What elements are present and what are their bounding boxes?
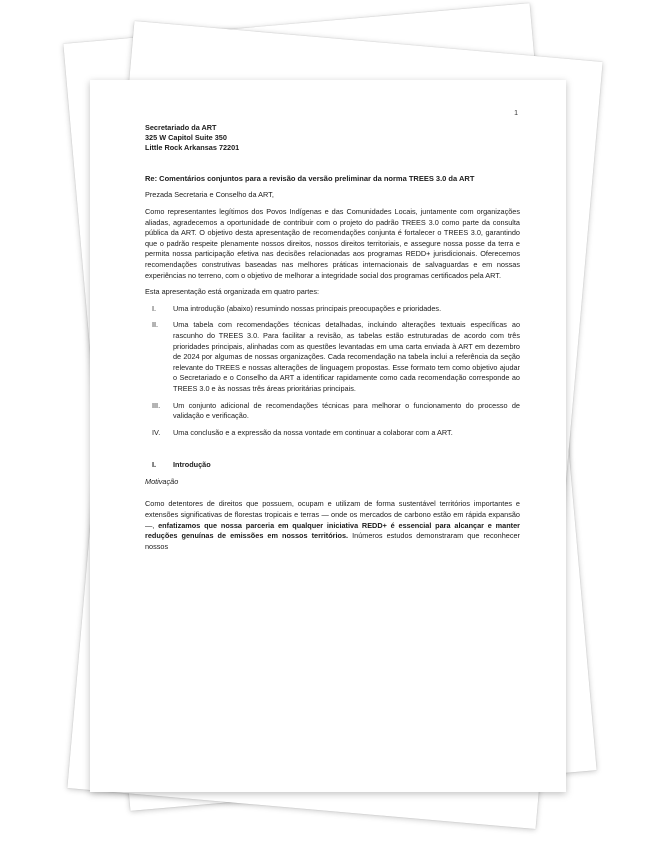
list-item [145,320,520,394]
document-body [145,112,520,558]
section-number: I. [152,460,157,470]
list-item-text: Uma conclusão e a expressão da nossa vontade em continuar a colaborar com a ART. [173,427,453,437]
salutation: Prezada Secretaria e Conselho da ART, [145,190,274,200]
list-item-text: Uma tabela com recomendações técnicas detalhadas, incluindo alterações textuais específicas ao rascunho do TREES 3.0. Para facilitar a revisão, as tabelas estão estruturadas de acordo com três prioridades principais, alinhadas com as questões levantadas em uma carta enviada à ART em dezembro de 2024 por algumas de nossas organizações. Cada recomendação na tabela inclui a referência da seção relevante do TREES e nossas alterações de linguagem propostas. Esse formato tem como objetivo ajudar o Secretariado e o Conselho da ART a identificar rapidamente como cada recomendação corresponde ao TREES 3.0 e às nossas três áreas prioritárias principais. [173,320,520,393]
address-line-3: Little Rock Arkansas 72201 [145,143,240,152]
organization-intro: Esta apresentação está organizada em quatro partes: [145,287,320,297]
parts-list [145,304,520,439]
document-page [90,80,566,792]
motivation-emphasis: enfatizamos que nossa parceria em qualquer iniciativa REDD+ é essencial para alcançar e manter reduções genuínas de emissões em nossos territórios. [145,520,520,541]
address-line-2: 325 W Capitol Suite 350 [145,133,227,142]
address-line-1: Secretariado da ART [145,123,217,132]
page-number: 1 [514,110,518,117]
section-heading [145,460,520,471]
list-item [145,304,520,315]
list-item [145,428,520,439]
list-item [145,401,520,422]
list-item-number: IV. [152,427,161,437]
section-title: Introdução [173,460,211,470]
recipient-address [145,123,520,153]
motivation-paragraph [145,499,520,552]
intro-paragraph: Como representantes legítimos dos Povos Indígenas e das Comunidades Locais, juntamente com organizações aliadas, agradecemos a oportunidade de contribuir com o projeto do padrão TREES 3.0 como parte da consulta pública da ART. O objetivo desta apresentação de recomendações conjunta é fortalecer o TREES 3.0, garantindo que o padrão respeite plenamente nossos direitos, nossos direitos territoriais, e assegure nossa posse da terra e permita nossa participação efetiva nas decisões relacionadas aos programas REDD+ jurisdicionais. Oferecemos recomendações construtivas baseadas nas melhores práticas internacionais de salvaguardas e em nossas experiências no terreno, com o objetivo de melhorar a integridade social dos programas certificados pela ART. [145,207,520,280]
subject-line: Re: Comentários conjuntos para a revisão da versão preliminar da norma TREES 3.0 da ART [145,174,475,183]
list-item-number: I. [152,303,157,313]
list-item-number: III. [152,400,161,410]
list-item-number: II. [152,320,159,330]
subheading: Motivação [145,476,179,486]
list-item-text: Uma introdução (abaixo) resumindo nossas principais preocupações e prioridades. [173,303,442,313]
motivation-lead: Como detentores de direitos que possuem, ocupam e utilizam de forma sustentável territórios importantes e extensões significativas de florestas tropicais e terras — onde os mercados de carbono estão em rápida expansão —, [145,499,520,530]
motivation-tail: Inúmeros estudos demonstraram que reconhecer nossos [145,531,520,551]
list-item-text: Um conjunto adicional de recomendações técnicas para melhorar o funcionamento do processo de validação e verificação. [173,400,520,421]
